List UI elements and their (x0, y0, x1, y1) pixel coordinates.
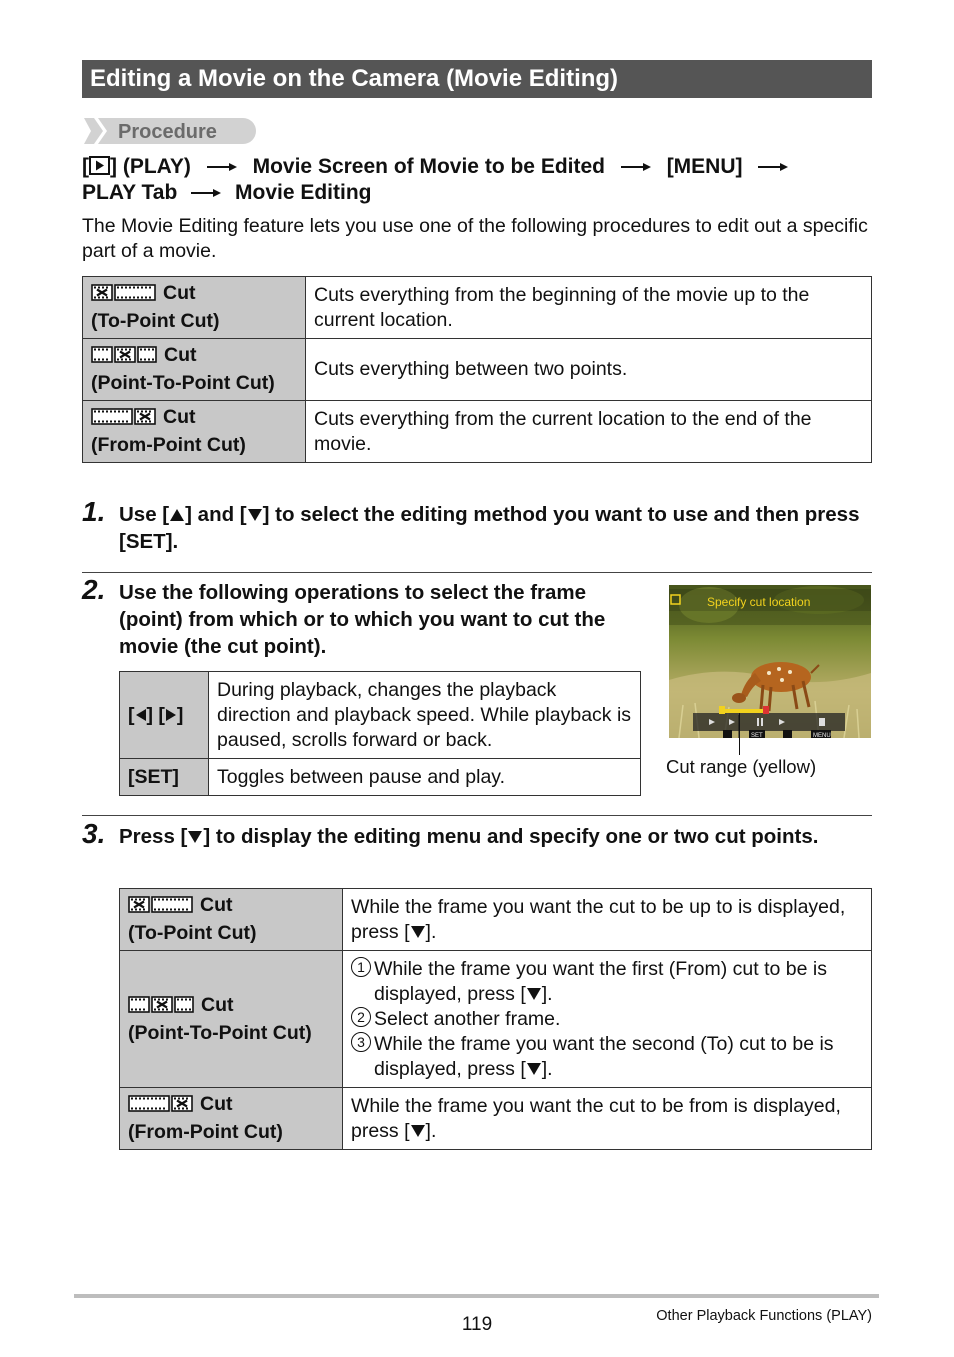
table-row (120, 951, 872, 1088)
page-number: 119 (461, 1314, 493, 1335)
operation-table (119, 671, 641, 796)
method-description: Cuts everything from the current location to the end of the movie. (306, 401, 872, 463)
cut-instruction (343, 951, 872, 1088)
method-description: Cuts everything between two points. (306, 339, 872, 401)
cut-range-bar (719, 709, 767, 713)
key-cell: [ ] [ ] (120, 672, 209, 759)
cut-instruction: While the frame you want the cut to be from is displayed, press [ ]. (343, 1088, 872, 1150)
step-1-text: Use [ ] and [ ] to select the editing method you want to use and then press [SET]. (119, 503, 860, 553)
table-row (120, 889, 872, 951)
svg-text:MENU: MENU (813, 733, 831, 738)
nav-bracket: [ (82, 155, 89, 178)
triangle-down-icon (410, 925, 426, 939)
step-2-text: Use the following operations to select the frame (point) from which or to which you want to cut the movie (the cut point). (119, 581, 606, 658)
arrow-right-icon (205, 162, 239, 172)
procedure-label: Procedure (118, 121, 217, 143)
film-cut-icon (128, 896, 194, 921)
triangle-down-icon (526, 1062, 542, 1076)
step-3-number: 3. (82, 818, 106, 849)
nav-movie-editing: Movie Editing (235, 181, 372, 204)
film-frame-icon (91, 408, 133, 425)
play-icon (89, 156, 110, 175)
divider (82, 815, 872, 816)
film-cut-icon (128, 996, 195, 1021)
triangle-left-icon (135, 708, 147, 722)
method-cell: Cut (From-Point Cut) (120, 1088, 343, 1150)
film-frame-icon (91, 346, 113, 363)
triangle-right-icon (165, 708, 177, 722)
film-cut-icon (91, 408, 157, 433)
step-3-text: Press [ ] to display the editing menu and specify one or two cut points. (119, 825, 819, 848)
film-cut-frame-icon (128, 896, 150, 913)
method-cell: Cut (To-Point Cut) (120, 889, 343, 951)
callout-line (739, 713, 740, 755)
triangle-down-icon (247, 508, 263, 522)
table-row (83, 339, 872, 401)
table-row (83, 277, 872, 339)
film-frame-icon (128, 996, 150, 1013)
intro-text: The Movie Editing feature lets you use one of the following procedures to edit out a specific part of a movie. (82, 215, 868, 262)
film-cut-frame-icon (114, 346, 136, 363)
method-description: Cuts everything from the beginning of the movie up to the current location. (306, 277, 872, 339)
nav-menu: [MENU] (666, 155, 743, 178)
triangle-up-icon (169, 508, 185, 522)
list-item: 3 While the frame you want the second (To) cut to be is displayed, press [ ]. (351, 1032, 863, 1082)
method-cell: Cut (To-Point Cut) (83, 277, 306, 339)
table-row (120, 672, 641, 759)
triangle-down-icon (410, 1124, 426, 1138)
film-cut-frame-icon (134, 408, 156, 425)
triangle-down-icon (526, 987, 542, 1001)
step-1-number: 1. (82, 496, 106, 527)
operation-description: Toggles between pause and play. (209, 759, 641, 796)
footer-section-title: Other Playback Functions (PLAY) (656, 1308, 872, 1324)
cut-instruction: While the frame you want the cut to be up to is displayed, press [ ]. (343, 889, 872, 951)
triangle-down-icon (187, 830, 203, 844)
table-row (120, 759, 641, 796)
film-cut-frame-icon (151, 996, 173, 1013)
camera-screen-image (669, 585, 871, 738)
method-cell: Cut (Point-To-Point Cut) (83, 339, 306, 401)
list-item: 2 Select another frame. (351, 1007, 863, 1032)
arrow-right-icon (756, 162, 790, 172)
menu-path-line-2 (82, 180, 372, 206)
operation-description: During playback, changes the playback direction and playback speed. While playback is paused, scrolls forward or back. (209, 672, 641, 759)
arrow-right-icon (189, 188, 223, 198)
svg-text:SET: SET (751, 733, 763, 738)
film-frame-icon (114, 284, 156, 301)
footer-rule (74, 1294, 879, 1298)
film-frame-icon (137, 346, 157, 363)
film-cut-icon (128, 1095, 194, 1120)
nav-play-tab: PLAY Tab (82, 181, 178, 204)
menu-path-line-1 (82, 154, 790, 180)
nav-play: ] (PLAY) (110, 155, 191, 178)
table-row (83, 401, 872, 463)
arrow-right-icon (619, 162, 653, 172)
method-cell: Cut (From-Point Cut) (83, 401, 306, 463)
film-cut-frame-icon (91, 284, 113, 301)
film-cut-icon (91, 346, 158, 371)
list-item: 1 While the frame you want the first (From) cut to be is displayed, press [ ]. (351, 957, 863, 1007)
film-cut-frame-icon (171, 1095, 193, 1112)
film-frame-icon (151, 896, 193, 913)
cut-point-table (119, 888, 872, 1150)
method-cell: Cut (Point-To-Point Cut) (120, 951, 343, 1088)
image-caption: Cut range (yellow) (666, 756, 817, 777)
key-cell: [SET] (120, 759, 209, 796)
film-cut-icon (91, 284, 157, 309)
edit-method-table (82, 276, 872, 463)
table-row (120, 1088, 872, 1150)
page-title: Editing a Movie on the Camera (Movie Editing) (90, 65, 619, 92)
screen-label: Specify cut location (707, 595, 811, 609)
step-2-number: 2. (82, 574, 106, 605)
nav-movie-screen: Movie Screen of Movie to be Edited (252, 155, 605, 178)
film-frame-icon (128, 1095, 170, 1112)
film-frame-icon (174, 996, 194, 1013)
divider (82, 572, 872, 573)
